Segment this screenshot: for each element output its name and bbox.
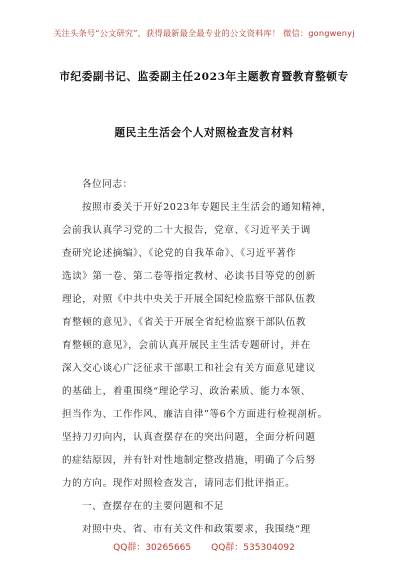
section-heading: 一、查摆存在的主要问题和不足 (82, 501, 225, 512)
paragraph-line: 的症结原因，并有针对性地制定整改措施，明确了今后努 (62, 455, 316, 466)
document-title-line-1: 市纪委副书记、监委副主任2023年主题教育暨教育整顿专 (59, 71, 349, 83)
paragraph-line: 选读》第一卷、第二卷等指定教材、必读书目等党的创新 (62, 271, 316, 282)
paragraph-line: 的基础上，着重围绕“理论学习、政治素质、能力本领、 (62, 386, 311, 397)
salutation: 各位同志： (82, 179, 133, 190)
document-title-line-2: 题民主生活会个人对照检查发言材料 (114, 127, 294, 139)
paragraph-line: 理论，对照《中共中央关于开展全国纪检监察干部队伍教 (62, 294, 316, 305)
paragraph-line: 育整顿的意见》、《省关于开展全省纪检监察干部队伍教 (62, 317, 306, 328)
paragraph-line: 对照中央、省、市有关文件和政策要求，我围绕“理 (82, 524, 311, 535)
footer-qq-group-2: QQ群：535304092 (211, 543, 295, 553)
paragraph-line: 力的方向。现作对照检查发言，请同志们批评指正。 (62, 478, 296, 489)
paragraph-line: 查研究论述摘编》、《论党的自我革命》、《习近平著作 (62, 248, 297, 259)
paragraph-line: 会前我认真学习党的二十大报告，党章、《习近平关于调 (62, 225, 311, 236)
footer-contact (0, 540, 408, 553)
footer-qq-group-1: QQ群：30265665 (113, 543, 192, 553)
header-note: 关注头条号“公文研究”，获得最新最全最专业的公文资料库！ 微信：gongwenyj (53, 28, 355, 38)
paragraph-line: 坚持刀刃向内，认真查摆存在的突出问题，全面分析问题 (62, 432, 316, 443)
paragraph-line: 担当作为、工作作风、廉洁自律”等6个方面进行检视剖析。 (62, 409, 328, 420)
paragraph-line: 按照市委关于开好2023年专题民主生活会的通知精神， (82, 202, 332, 213)
paragraph-line: 深入交心谈心广泛征求干部职工和社会有关方面意见建议 (62, 363, 316, 374)
paragraph-line: 育整顿的意见》，会前认真开展民主生活专题研讨，并在 (62, 340, 311, 351)
